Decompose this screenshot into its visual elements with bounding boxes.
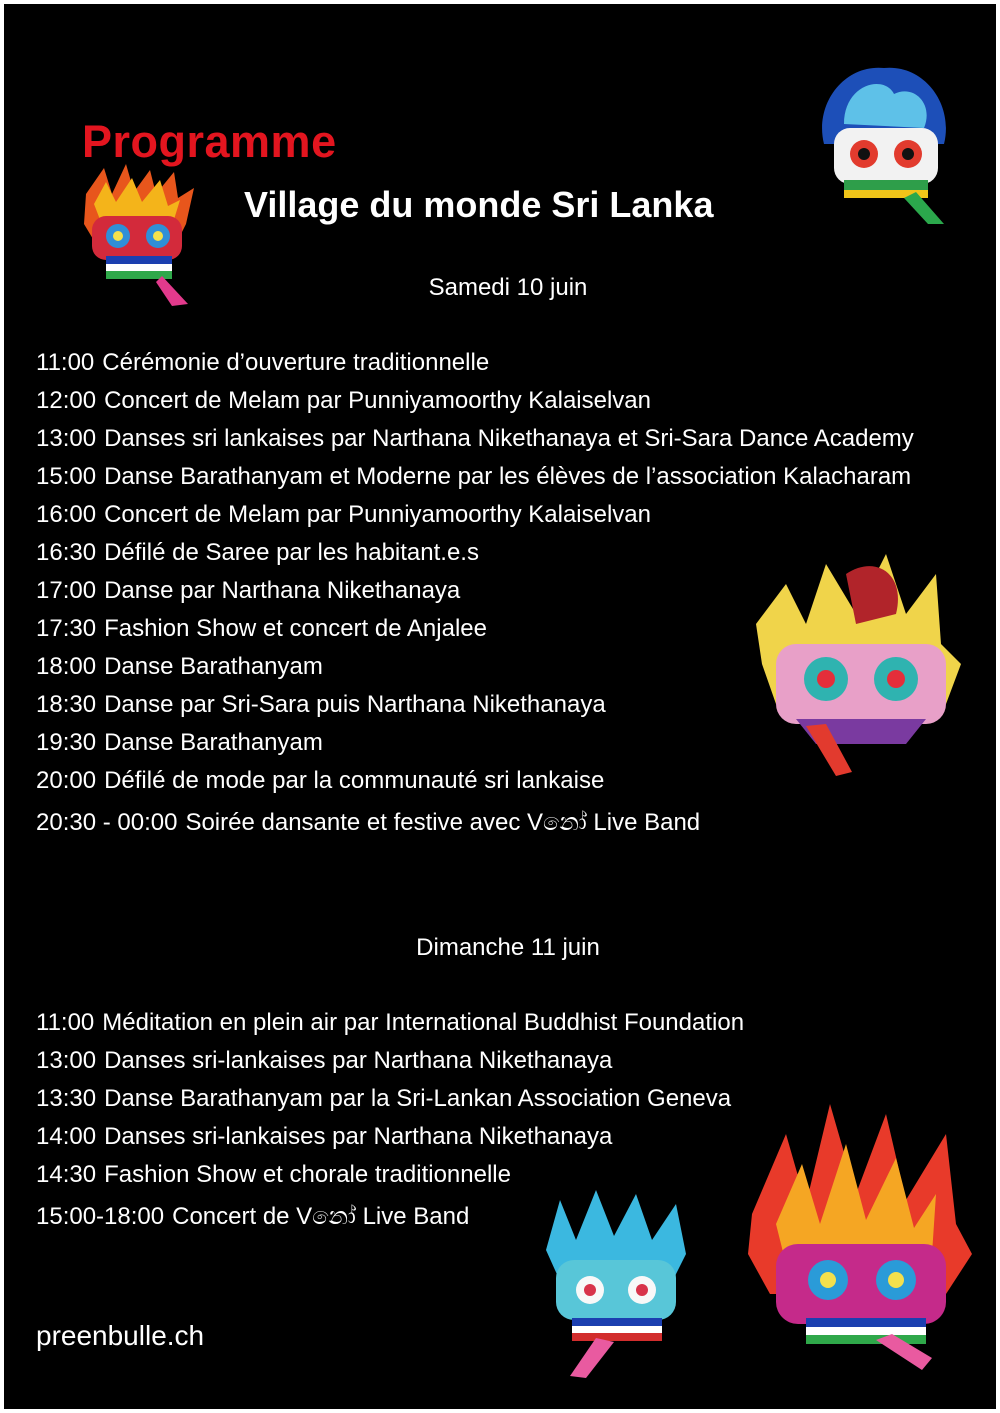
event-time: 11:00 [36, 1009, 95, 1036]
event-item [36, 728, 978, 758]
event-time: 12:00 [36, 387, 97, 414]
event-text: Danse par Sri-Sara puis Narthana Nikethanaya [104, 691, 606, 718]
event-text: Danses sri-lankaises par Narthana Nikethanaya [104, 1047, 613, 1074]
event-time: 15:00 [36, 463, 97, 490]
event-time: 18:30 [36, 691, 97, 718]
event-text: Danse par Narthana Nikethanaya [104, 577, 461, 604]
program-page [4, 4, 996, 1409]
event-time: 20:00 [36, 767, 97, 794]
program-title: Programme [82, 116, 337, 167]
event-text: Danses sri lankaises par Narthana Nikethanaya et Sri-Sara Dance Academy [104, 425, 914, 452]
event-time: 15:00-18:00 [36, 1203, 165, 1230]
event-item [36, 652, 978, 682]
event-text: Concert de Vනෝ Live Band [172, 1203, 470, 1230]
event-text: Soirée dansante et festive avec Vනෝ Live Band [185, 809, 701, 836]
event-item [36, 538, 978, 568]
event-item [36, 576, 978, 606]
event-text: Danse Barathanyam par la Sri-Lankan Association Geneva [104, 1085, 732, 1112]
event-item [36, 386, 978, 416]
event-time: 16:00 [36, 501, 97, 528]
event-time: 11:00 [36, 349, 95, 376]
event-item [36, 614, 978, 644]
event-item [36, 462, 978, 492]
website-link[interactable]: preenbulle.ch [36, 1320, 205, 1351]
event-text: Fashion Show et chorale traditionnelle [104, 1161, 511, 1188]
event-item [36, 500, 978, 530]
event-time: 13:00 [36, 425, 97, 452]
event-text: Danses sri-lankaises par Narthana Nikethanaya [104, 1123, 613, 1150]
event-text: Défilé de Saree par les habitant.e.s [104, 539, 479, 566]
event-text: Défilé de mode par la communauté sri lankaise [104, 767, 605, 794]
event-time: 19:30 [36, 729, 97, 756]
event-text: Concert de Melam par Punniyamoorthy Kalaiselvan [104, 501, 651, 528]
event-time: 16:30 [36, 539, 97, 566]
event-item [36, 808, 978, 838]
event-text: Danse Barathanyam [104, 653, 323, 680]
event-text: Méditation en plein air par International Buddhist Foundation [102, 1009, 745, 1036]
event-text: Concert de Melam par Punniyamoorthy Kalaiselvan [104, 387, 651, 414]
schedule-saturday [36, 348, 978, 838]
event-time: 20:30 - 00:00 [36, 809, 178, 836]
event-item [36, 1008, 978, 1038]
event-item [36, 348, 978, 378]
event-item [36, 1046, 978, 1076]
event-time: 13:00 [36, 1047, 97, 1074]
event-item [36, 424, 978, 454]
event-time: 14:30 [36, 1161, 97, 1188]
mask-illustration-top-right [804, 64, 964, 229]
day-heading-saturday: Samedi 10 juin [428, 274, 588, 301]
event-item [36, 1084, 978, 1114]
event-time: 17:00 [36, 577, 97, 604]
day-heading-sunday: Dimanche 11 juin [416, 934, 600, 961]
event-item [36, 690, 978, 720]
event-time: 14:00 [36, 1123, 97, 1150]
event-text: Danse Barathanyam [104, 729, 323, 756]
program-subtitle: Village du monde Sri Lanka [244, 184, 714, 225]
event-text: Fashion Show et concert de Anjalee [104, 615, 487, 642]
event-item [36, 1160, 978, 1190]
event-item [36, 1202, 978, 1232]
event-time: 13:30 [36, 1085, 97, 1112]
event-time: 17:30 [36, 615, 97, 642]
event-time: 18:00 [36, 653, 97, 680]
schedule-sunday [36, 1008, 978, 1232]
event-item [36, 1122, 978, 1152]
event-item [36, 766, 978, 796]
event-text: Danse Barathanyam et Moderne par les élèves de l’association Kalacharam [104, 463, 912, 490]
event-text: Cérémonie d’ouverture traditionnelle [102, 349, 490, 376]
